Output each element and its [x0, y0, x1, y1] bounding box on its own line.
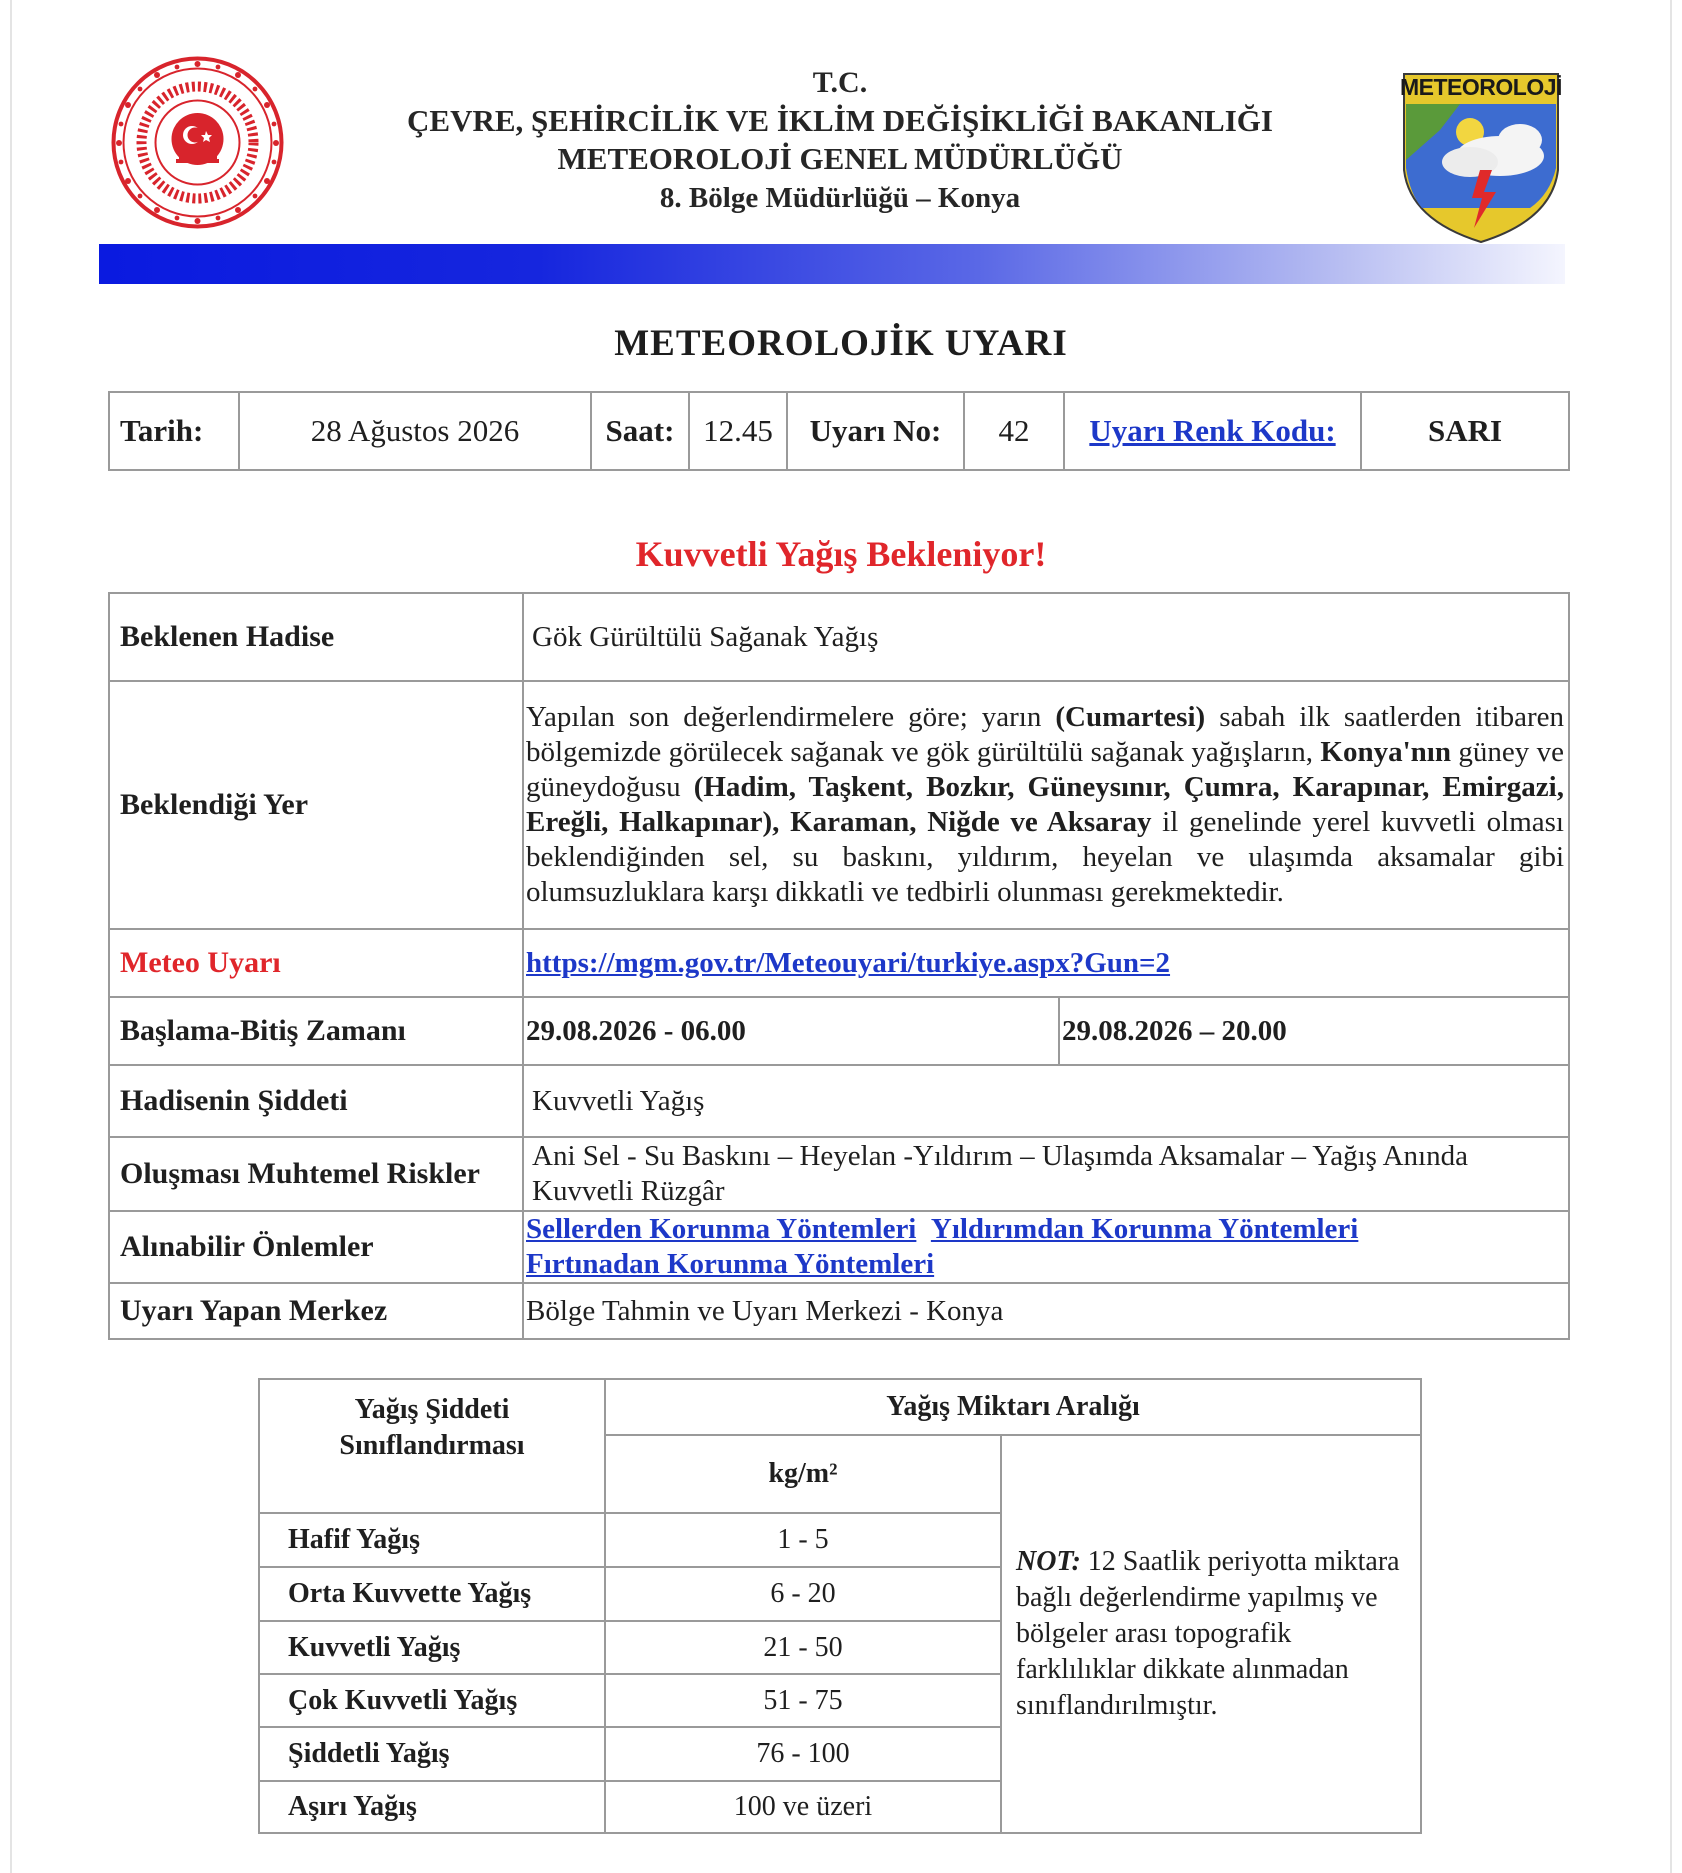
- warning-details-table: [108, 592, 1570, 1340]
- date-value: 28 Ağustos 2026: [239, 392, 591, 470]
- row-expected-place: [109, 681, 1569, 929]
- scale-range: 51 - 75: [605, 1674, 1001, 1727]
- scale-range: 1 - 5: [605, 1513, 1001, 1567]
- storm-protection-link[interactable]: Fırtınadan Korunma Yöntemleri: [526, 1248, 935, 1280]
- scale-range: 100 ve üzeri: [605, 1781, 1001, 1833]
- meteo-warning-label: Meteo Uyarı: [109, 929, 523, 997]
- end-time: 29.08.2026 – 20.00: [1059, 997, 1569, 1065]
- color-code-value: SARI: [1361, 392, 1569, 470]
- amount-range-header: Yağış Miktarı Aralığı: [605, 1379, 1421, 1435]
- meteo-warning-cell: [523, 929, 1569, 997]
- classification-header: [259, 1379, 605, 1513]
- place-text-part: Yapılan son değerlendirmelere göre; yarın: [526, 701, 1056, 733]
- flood-protection-link[interactable]: Sellerden Korunma Yöntemleri: [526, 1213, 917, 1245]
- time-value: 12.45: [689, 392, 787, 470]
- warning-no-label: Uyarı No:: [787, 392, 964, 470]
- row-expected-event: [109, 593, 1569, 681]
- scale-category: Hafif Yağış: [259, 1513, 605, 1567]
- start-end-label: Başlama-Bitiş Zamanı: [109, 997, 523, 1065]
- scale-category: Orta Kuvvette Yağış: [259, 1567, 605, 1621]
- ministry-header: [300, 64, 1380, 218]
- row-start-end: [109, 997, 1569, 1065]
- header-line-region: 8. Bölge Müdürlüğü – Konya: [659, 182, 1021, 214]
- expected-place-label: Beklendiği Yer: [109, 681, 523, 929]
- logo-text: METEOROLOJİ: [1400, 74, 1562, 100]
- header-gradient-bar: [99, 244, 1565, 284]
- scale-range: 6 - 20: [605, 1567, 1001, 1621]
- meteo-warning-link[interactable]: https://mgm.gov.tr/Meteouyari/turkiye.aspx?Gun=2: [526, 946, 1171, 979]
- meteoroloji-logo: [1400, 70, 1565, 245]
- warning-headline: Kuvvetli Yağış Bekleniyor!: [635, 534, 1047, 574]
- place-text-day: (Cumartesi): [1055, 701, 1206, 733]
- unit-header: kg/m²: [605, 1435, 1001, 1513]
- row-risks: [109, 1137, 1569, 1211]
- ministry-seal-icon: [110, 55, 285, 230]
- classification-header-line2: Sınıflandırması: [339, 1430, 525, 1461]
- date-label: Tarih:: [109, 392, 239, 470]
- header-line-tc: T.C.: [812, 66, 868, 99]
- scale-category: Çok Kuvvetli Yağış: [259, 1674, 605, 1727]
- place-text-part: güney ve güneydoğusu: [526, 736, 1564, 803]
- severity-label: Hadisenin Şiddeti: [109, 1065, 523, 1137]
- precipitation-scale-table: [258, 1378, 1422, 1834]
- scale-range: 76 - 100: [605, 1727, 1001, 1781]
- center-label: Uyarı Yapan Merkez: [109, 1283, 523, 1339]
- expected-event-label: Beklenen Hadise: [109, 593, 523, 681]
- scale-category: Şiddetli Yağış: [259, 1727, 605, 1781]
- place-text-province: Konya'nın: [1320, 736, 1451, 768]
- lightning-protection-link[interactable]: Yıldırımdan Korunma Yöntemleri: [930, 1213, 1359, 1245]
- start-time: 29.08.2026 - 06.00: [523, 997, 1059, 1065]
- classification-header-line1: Yağış Şiddeti: [354, 1394, 510, 1425]
- row-center: [109, 1283, 1569, 1339]
- page-border-left: [10, 0, 12, 1873]
- header-line-directorate: METEOROLOJİ GENEL MÜDÜRLÜĞÜ: [557, 141, 1123, 176]
- expected-event-value: Gök Gürültülü Sağanak Yağış: [523, 593, 1569, 681]
- note-text: 12 Saatlik periyotta miktara bağlı değerlendirme yapılmış ve bölgeler arası topografik farklılıklar dikkate alınmadan sınıflandırılmıştır.: [1016, 1546, 1400, 1721]
- row-severity: [109, 1065, 1569, 1137]
- expected-place-text: [523, 681, 1569, 929]
- page-border-right: [1670, 0, 1672, 1873]
- severity-value: Kuvvetli Yağış: [523, 1065, 1569, 1137]
- row-measures: [109, 1211, 1569, 1283]
- color-code-link[interactable]: Uyarı Renk Kodu:: [1064, 392, 1361, 470]
- scale-category: Kuvvetli Yağış: [259, 1621, 605, 1674]
- measures-links: [523, 1211, 1569, 1283]
- scale-category: Aşırı Yağış: [259, 1781, 605, 1833]
- warning-info-table: [108, 391, 1570, 471]
- note-label: NOT:: [1016, 1546, 1081, 1577]
- place-text-part: sabah ilk saatlerden itibaren bölgemizde görülecek sağanak ve gök gürültülü sağanak yağışların,: [526, 701, 1564, 768]
- scale-range: 21 - 50: [605, 1621, 1001, 1674]
- place-text-part: il genelinde yerel kuvvetli olması beklendiğinden sel, su baskını, yıldırım, heyelan ve ulaşımda aksamalar gibi olumsuzluklara karşı dikkatli ve tedbirli olunması gerekmektedir.: [526, 806, 1564, 908]
- classification-note: [1001, 1435, 1421, 1833]
- risks-value: Ani Sel - Su Baskını – Heyelan -Yıldırım – Ulaşımda Aksamalar – Yağış Anında Kuvvetli Rüzgâr: [523, 1137, 1569, 1211]
- center-value: Bölge Tahmin ve Uyarı Merkezi - Konya: [523, 1283, 1569, 1339]
- place-text-districts: (Hadim, Taşkent, Bozkır, Güneysınır, Çumra, Karapınar, Emirgazi, Ereğli, Halkapınar), Karaman, Niğde ve Aksaray: [526, 771, 1564, 838]
- measures-label: Alınabilir Önlemler: [109, 1211, 523, 1283]
- warning-no-value: 42: [964, 392, 1064, 470]
- header-line-ministry: ÇEVRE, ŞEHİRCİLİK VE İKLİM DEĞİŞİKLİĞİ BAKANLIĞI: [407, 103, 1273, 138]
- document-title: METEOROLOJİK UYARI: [614, 323, 1068, 364]
- row-meteo-warning: [109, 929, 1569, 997]
- time-label: Saat:: [591, 392, 689, 470]
- risks-label: Oluşması Muhtemel Riskler: [109, 1137, 523, 1211]
